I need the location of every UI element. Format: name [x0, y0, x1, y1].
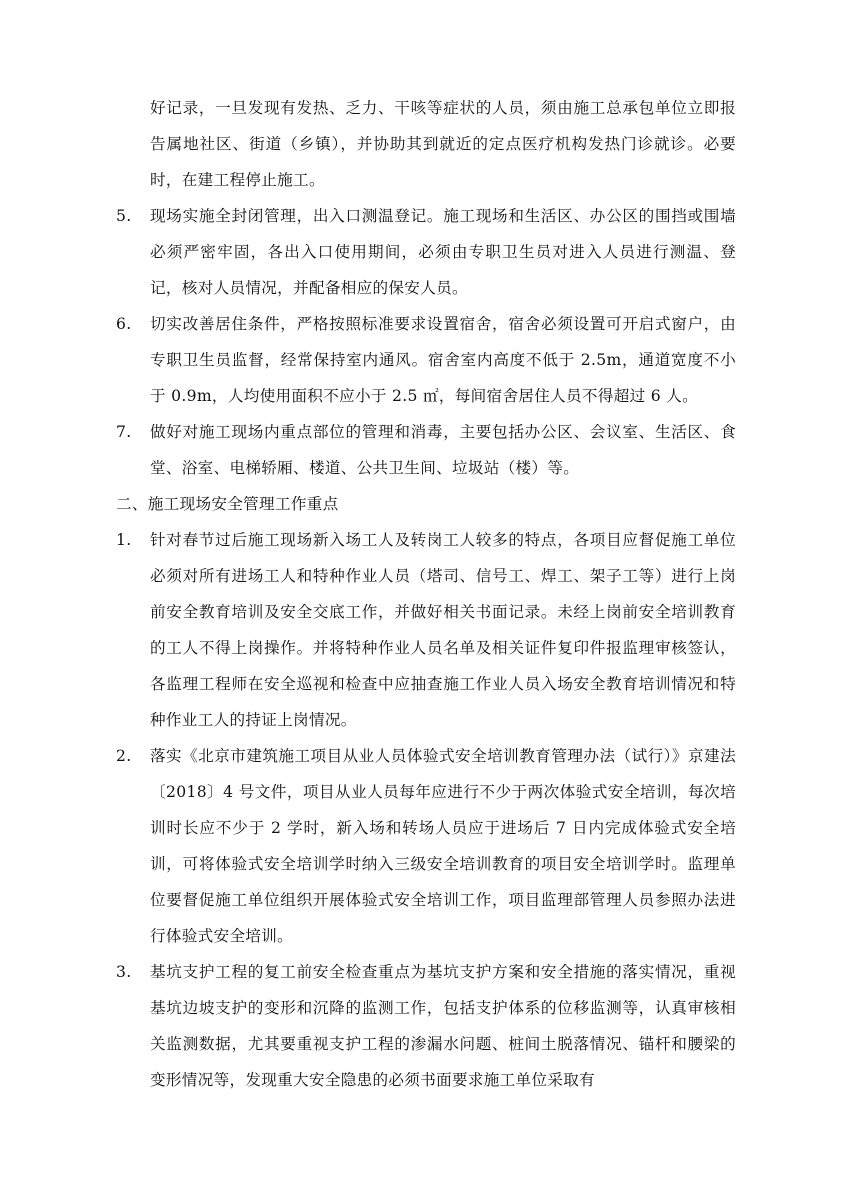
list-item-text: 现场实施全封闭管理，出入口测温登记。施工现场和生活区、办公区的围挡或围墙必须严密牢固，各出入口使用期间，必须由专职卫生员对进入人员进行测温、登记，核对人员情况，并配备相应的保安人员。: [150, 207, 736, 297]
list-item-number: 6.: [116, 315, 132, 333]
list-item-text: 做好对施工现场内重点部位的管理和消毒，主要包括办公区、会议室、生活区、食堂、浴室、电梯轿厢、楼道、公共卫生间、垃圾站（楼）等。: [150, 423, 736, 477]
list-item-number: 7.: [116, 423, 132, 441]
section-heading: 二、施工现场安全管理工作重点: [116, 495, 339, 513]
list-item-number: 2.: [116, 747, 132, 765]
list-item-text: 切实改善居住条件，严格按照标准要求设置宿舍，宿舍必须设置可开启式窗户，由专职卫生员监督，经常保持室内通风。宿舍室内高度不低于 2.5m，通道宽度不小于 0.9m，人均使用面积不应小于 2.5 ㎡，每间宿舍居住人员不得超过 6 人。: [150, 315, 736, 405]
list-item-3: [116, 954, 736, 1098]
list-item-7: [116, 414, 736, 486]
list-item-number: 5.: [116, 207, 132, 225]
list-item-5: [116, 198, 736, 306]
list-item-number: 1.: [116, 531, 132, 549]
list-item-6: [116, 306, 736, 414]
list-item-text: 基坑支护工程的复工前安全检查重点为基坑支护方案和安全措施的落实情况，重视基坑边坡支护的变形和沉降的监测工作，包括支护体系的位移监测等，认真审核相关监测数据，尤其要重视支护工程的渗漏水问题、桩间土脱落情况、锚杆和腰梁的变形情况等，发现重大安全隐患的必须书面要求施工单位采取有: [150, 963, 736, 1089]
list-item-text: 针对春节过后施工现场新入场工人及转岗工人较多的特点，各项目应督促施工单位必须对所有进场工人和特种作业人员（塔司、信号工、焊工、架子工等）进行上岗前安全教育培训及安全交底工作，并做好相关书面记录。未经上岗前安全培训教育的工人不得上岗操作。并将特种作业人员名单及相关证件复印件报监理审核签认，各监理工程师在安全巡视和检查中应抽查施工作业人员入场安全教育培训情况和特种作业工人的持证上岗情况。: [150, 531, 736, 729]
list-item-1: [116, 522, 736, 738]
document-body: [116, 90, 736, 1098]
list-item-number: 3.: [116, 963, 132, 981]
list-item-text: 落实《北京市建筑施工项目从业人员体验式安全培训教育管理办法（试行）》京建法〔2018〕4 号文件，项目从业人员每年应进行不少于两次体验式安全培训，每次培训时长应不少于 2 学时，新入场和转场人员应于进场后 7 日内完成体验式安全培训，可将体验式安全培训学时纳入三级安全培训教育的项目安全培训学时。监理单位要督促施工单位组织开展体验式安全培训工作，项目监理部管理人员参照办法进行体验式安全培训。: [150, 747, 736, 945]
list-item-2: [116, 738, 736, 954]
continuation-paragraph: 好记录，一旦发现有发热、乏力、干咳等症状的人员，须由施工总承包单位立即报告属地社区、街道（乡镇），并协助其到就近的定点医疗机构发热门诊就诊。必要时，在建工程停止施工。: [150, 99, 736, 189]
